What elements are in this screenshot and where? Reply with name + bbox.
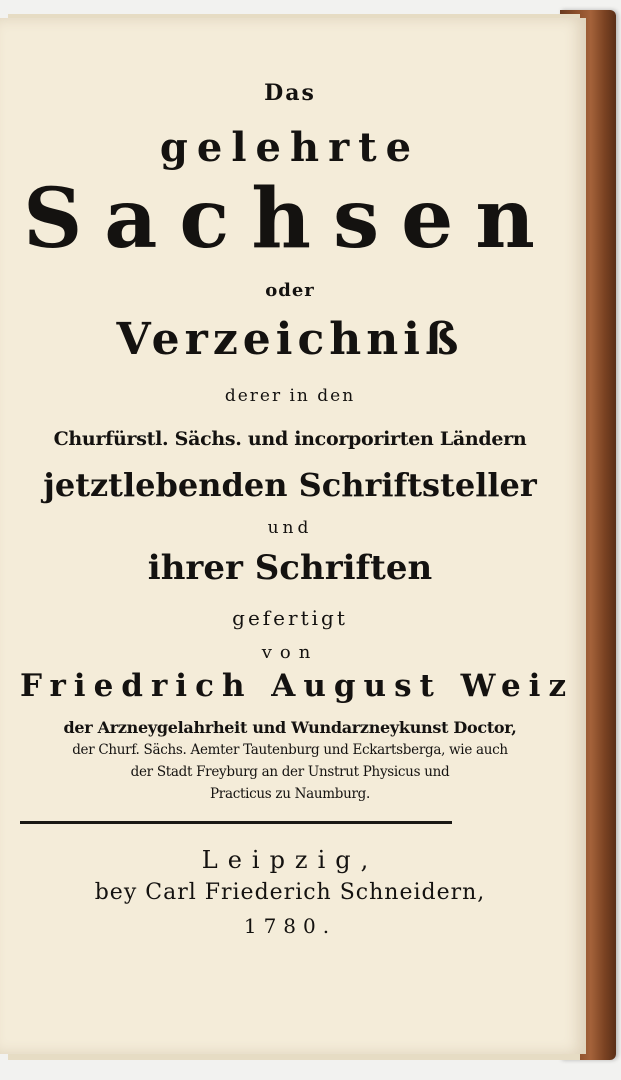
author-degree-line: der Arzneygelahrheit und Wundarzneykunst Doctor, bbox=[63, 718, 517, 737]
title-line-sachsen: Sachsen bbox=[23, 171, 557, 267]
title-line-das: Das bbox=[264, 80, 316, 106]
subtitle-line-und: und bbox=[267, 518, 313, 538]
title-line-gelehrte: gelehrte bbox=[159, 124, 421, 171]
title-page bbox=[0, 18, 586, 1054]
title-line-verzeichnis: Verzeichniß bbox=[116, 314, 464, 365]
author-degree-line: Practicus zu Naumburg. bbox=[210, 786, 370, 802]
horizontal-rule bbox=[20, 821, 452, 824]
title-line-oder: oder bbox=[265, 280, 315, 301]
imprint-year: 1780. bbox=[243, 914, 337, 938]
imprint-city: Leipzig, bbox=[201, 846, 379, 874]
author-degree-line: der Stadt Freyburg an der Unstrut Physicus und bbox=[130, 764, 450, 780]
subtitle-line-ihrer: ihrer Schriften bbox=[147, 548, 433, 588]
subtitle-line-derer: derer in den bbox=[224, 386, 356, 406]
author-degree-line: der Churf. Sächs. Aemter Tautenburg und Eckartsberga, wie auch bbox=[72, 742, 508, 758]
subtitle-line-jetztlebenden: jetztlebenden Schriftsteller bbox=[43, 466, 537, 504]
subtitle-line-churfuerstl: Churfürstl. Sächs. und incorporirten Ländern bbox=[53, 428, 527, 450]
author-name: Friedrich August Weiz bbox=[20, 668, 575, 704]
imprint-printer: bey Carl Friederich Schneidern, bbox=[94, 880, 486, 905]
line-von: von bbox=[261, 642, 319, 663]
line-gefertigt: gefertigt bbox=[232, 606, 348, 630]
